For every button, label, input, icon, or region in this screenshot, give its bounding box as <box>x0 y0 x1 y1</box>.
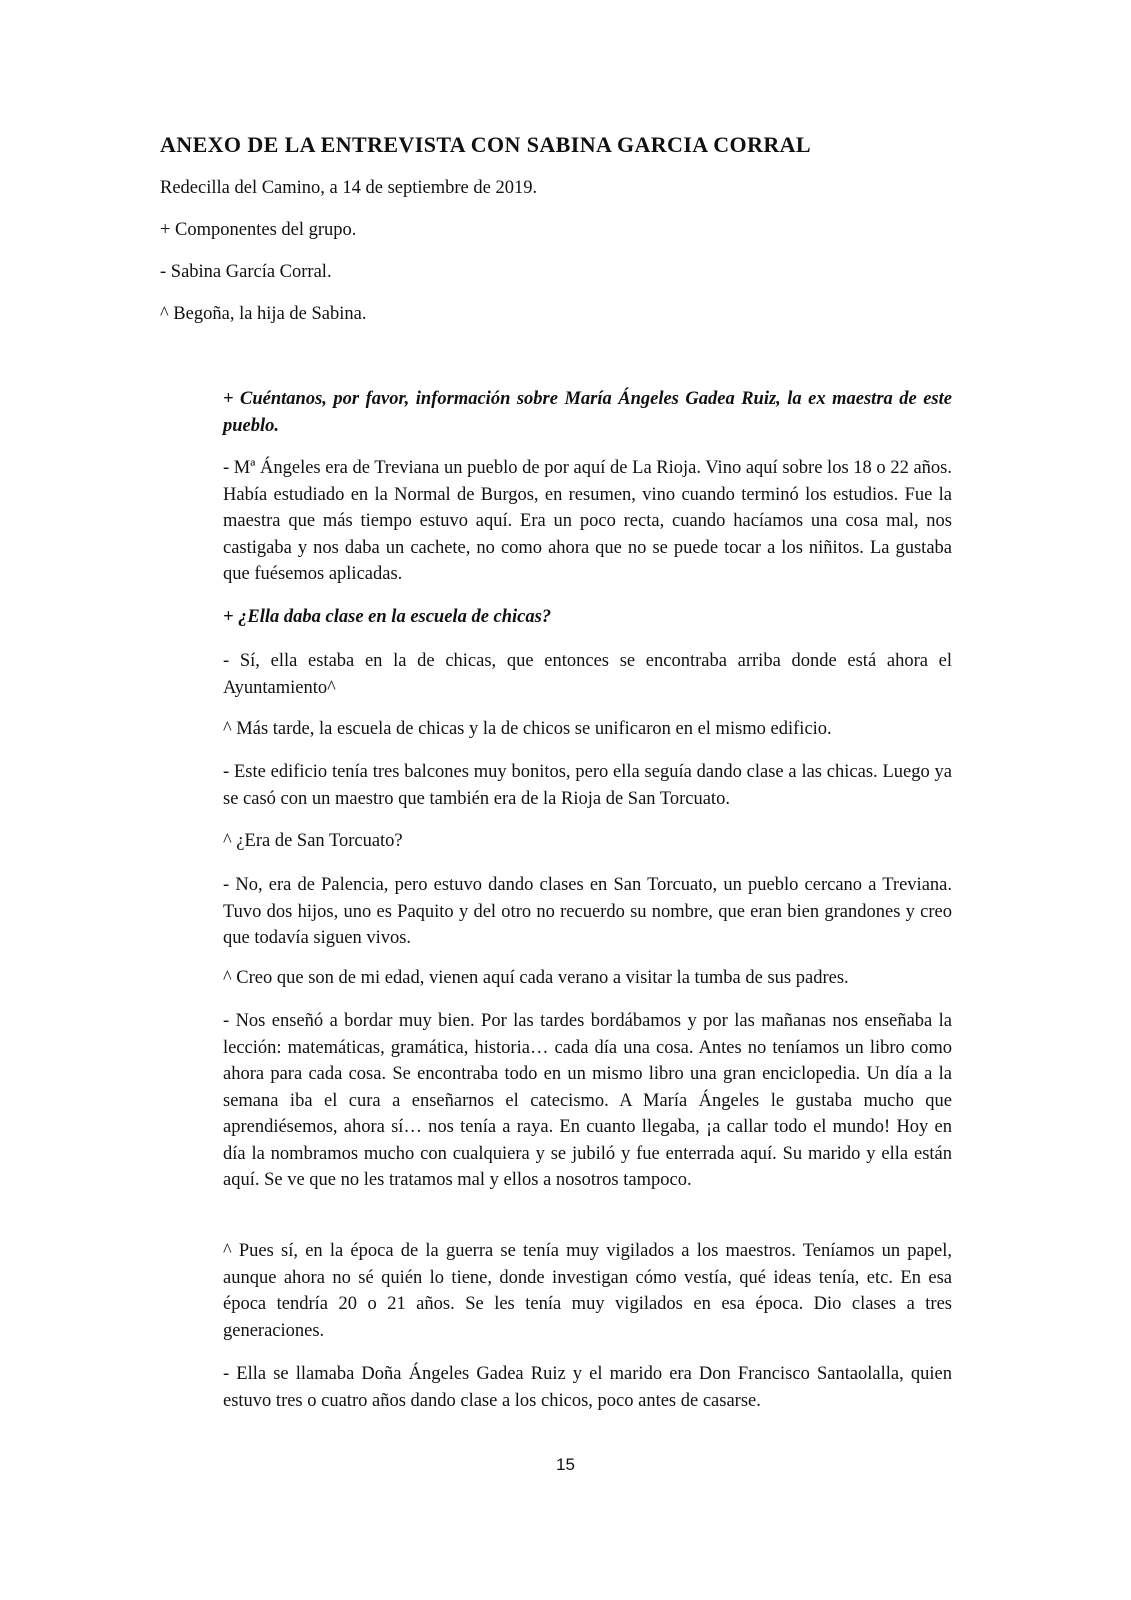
page-number: 15 <box>556 1455 575 1474</box>
interview-answer: - Nos enseñó a bordar muy bien. Por las tardes bordábamos y por las mañanas nos enseñaba la lección: matemáticas, gramática, historia… cada día una cosa. Antes no teníamos un libro como ahora para cada cosa. Se encontraba todo en un mismo libro una gran enciclopedia. Un día a la semana iba el cura a enseñarnos el catecismo. A María Ángeles le gustaba mucho que aprendiésemos, ahora sí… nos tenía a raya. En cuanto llegaba, ¡a callar todo el mundo! Hoy en día la nombramos mucho con cualquiera y se jubiló y fue enterrada aquí. Su marido y ella están aquí. Se ve que no les tratamos mal y ellos a nosotros tampoco. <box>223 1011 952 1190</box>
group-member: - Sabina García Corral. <box>160 262 332 282</box>
interview-answer: ^ Pues sí, en la época de la guerra se tenía muy vigilados a los maestros. Teníamos un papel, aunque ahora no sé quién lo tiene, donde investigan cómo vestía, qué ideas tenía, etc. En esa época tendría 20 o 21 años. Se les tenía muy vigilados en esa época. Dio clases a tres generaciones. <box>223 1241 952 1341</box>
document-title: ANEXO DE LA ENTREVISTA CON SABINA GARCIA CORRAL <box>160 132 812 157</box>
group-member: ^ Begoña, la hija de Sabina. <box>160 304 367 324</box>
place-date: Redecilla del Camino, a 14 de septiembre de 2019. <box>160 178 538 198</box>
interview-answer: ^ Más tarde, la escuela de chicas y la de chicos se unificaron en el mismo edificio. <box>223 719 832 739</box>
interview-answer: - Ella se llamaba Doña Ángeles Gadea Ruiz y el marido era Don Francisco Santaolalla, quien estuvo tres o cuatro años dando clase a los chicos, poco antes de casarse. <box>223 1364 952 1411</box>
interview-question: + Cuéntanos, por favor, información sobre María Ángeles Gadea Ruiz, la ex maestra de este pueblo. <box>223 389 952 436</box>
interview-answer: - Sí, ella estaba en la de chicas, que entonces se encontraba arriba donde está ahora el Ayuntamiento^ <box>223 651 952 698</box>
interview-question: + ¿Ella daba clase en la escuela de chicas? <box>223 607 552 627</box>
interview-answer: ^ ¿Era de San Torcuato? <box>223 831 403 851</box>
interview-answer: - No, era de Palencia, pero estuvo dando clases en San Torcuato, un pueblo cercano a Treviana. Tuvo dos hijos, uno es Paquito y del otro no recuerdo su nombre, que eran bien grandones y creo que todavía siguen vivos. <box>223 875 952 948</box>
group-label: + Componentes del grupo. <box>160 220 357 240</box>
interview-answer: ^ Creo que son de mi edad, vienen aquí cada verano a visitar la tumba de sus padres. <box>223 968 849 988</box>
interview-answer: - Este edificio tenía tres balcones muy bonitos, pero ella seguía dando clase a las chicas. Luego ya se casó con un maestro que también era de la Rioja de San Torcuato. <box>223 762 952 809</box>
interview-answer: - Mª Ángeles era de Treviana un pueblo de por aquí de La Rioja. Vino aquí sobre los 18 o 22 años. Había estudiado en la Normal de Burgos, en resumen, vino cuando terminó los estudios. Fue la maestra que más tiempo estuvo aquí. Era un poco recta, cuando hacíamos una cosa mal, nos castigaba y nos daba un cachete, no como ahora que no se puede tocar a los niñitos. La gustaba que fuésemos aplicadas. <box>223 458 952 584</box>
